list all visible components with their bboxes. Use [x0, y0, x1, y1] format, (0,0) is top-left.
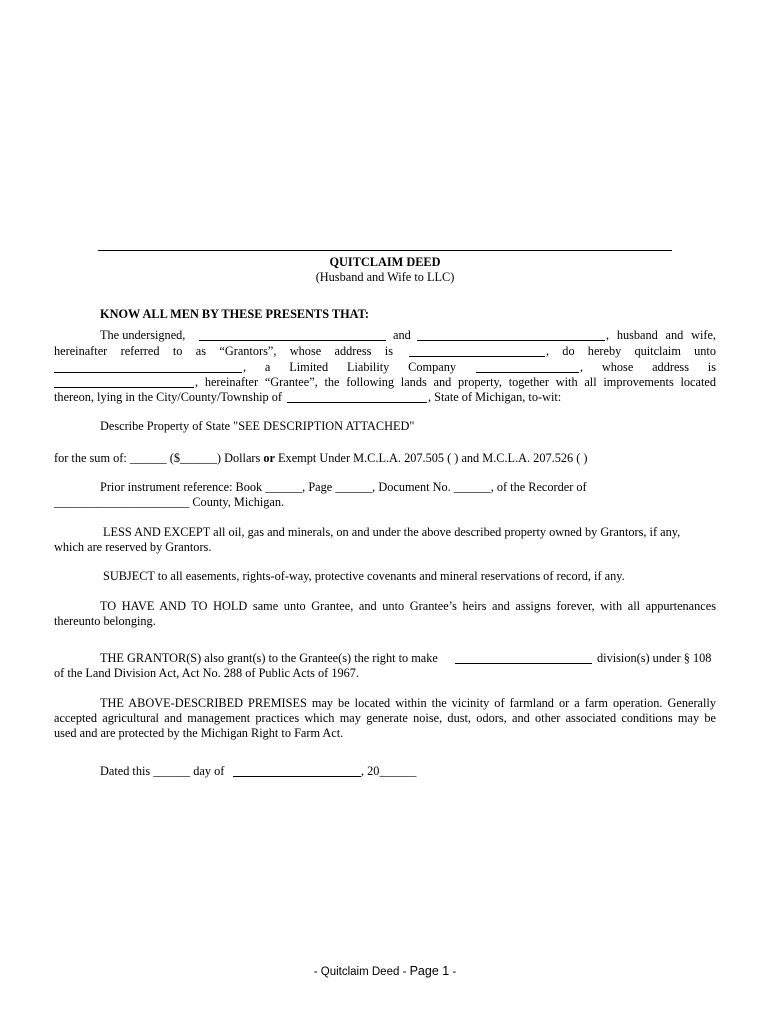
grantor2-name-field[interactable] — [417, 330, 605, 341]
para1-husband-wife: , husband and wife, — [606, 328, 716, 342]
para1-quitclaim-unto: , do hereby quitclaim unto — [546, 344, 716, 358]
subject-clause: SUBJECT to all easements, rights-of-way, protective covenants and mineral reservations of record, if any. — [103, 569, 625, 583]
consideration-line — [54, 451, 587, 466]
para1-line5-start: thereon, lying in the City/County/Township of — [54, 390, 282, 404]
para1-line4: , hereinafter “Grantee”, the following lands and property, together with all improvements located — [195, 375, 716, 389]
para1-state: , State of Michigan, to-wit: — [428, 390, 562, 404]
top-rule — [98, 250, 672, 251]
grantee-name-field[interactable] — [54, 362, 242, 373]
document-subtitle: (Husband and Wife to LLC) — [315, 270, 455, 284]
para1-whose-address: , whose address is — [580, 360, 716, 374]
dated-line-start: Dated this ______ day of — [100, 764, 225, 778]
grantors-address-field[interactable] — [409, 346, 545, 357]
grantee-address-field-1[interactable] — [476, 362, 579, 373]
habendum-line2: thereunto belonging. — [54, 614, 156, 628]
describe-property: Describe Property of State "SEE DESCRIPTION ATTACHED" — [100, 419, 415, 433]
exempt-text: Exempt Under M.C.L.A. 207.505 ( ) and M.C.L.A. 207.526 ( ) — [274, 451, 588, 465]
grantor-right-line1: THE GRANTOR(S) also grant(s) to the Grantee(s) the right to make — [100, 651, 438, 665]
habendum-line1: TO HAVE AND TO HOLD same unto Grantee, and unto Grantee’s heirs and assigns forever, with all appurtenances — [100, 599, 716, 613]
para1-line1-start — [100, 328, 185, 343]
premises-line3: used and are protected by the Michigan Right to Farm Act. — [54, 726, 344, 740]
footer-right: - — [449, 966, 457, 978]
grantee-address-field-2[interactable] — [54, 377, 194, 388]
prior-reference-line2: ______________________ County, Michigan. — [54, 495, 285, 509]
para1-and: and — [393, 328, 411, 342]
page-number: Page 1 — [409, 964, 450, 978]
premises-line1: THE ABOVE-DESCRIBED PREMISES may be located within the vicinity of farmland or a farm operation. Generally — [100, 696, 716, 710]
less-except-line1: LESS AND EXCEPT all oil, gas and minerals, on and under the above described property owned by Grantors, if any, — [103, 525, 681, 539]
divisions-field[interactable] — [455, 653, 592, 664]
para1-text: The undersigned, — [100, 328, 186, 342]
less-except-line2: which are reserved by Grantors. — [54, 540, 212, 554]
premises-line2: accepted agricultural and management practices which may generate noise, dust, odors, and other associated conditions may be — [54, 711, 716, 725]
sum-text: for the sum of: ______ ($______) Dollars — [54, 451, 264, 465]
para1-line2-start: hereinafter referred to as “Grantors”, whose address is — [54, 344, 393, 358]
grantor-right-division: division(s) under § 108 — [597, 651, 712, 665]
city-county-township-field[interactable] — [287, 392, 427, 403]
para1-llc: , a Limited Liability Company — [243, 360, 456, 374]
preamble-heading: KNOW ALL MEN BY THESE PRESENTS THAT: — [100, 307, 370, 321]
prior-reference-line1: Prior instrument reference: Book ______, Page ______, Document No. ______, of the Recorder of — [100, 480, 587, 494]
dated-year: , 20______ — [361, 764, 417, 778]
footer-left: - Quitclaim Deed - — [313, 966, 410, 978]
grantor-right-line2: of the Land Division Act, Act No. 288 of Public Acts of 1967. — [54, 666, 360, 680]
page-footer — [0, 964, 770, 978]
dated-month-field[interactable] — [233, 766, 361, 777]
sum-or: or — [263, 451, 275, 465]
document-title: QUITCLAIM DEED — [329, 255, 441, 269]
grantor1-name-field[interactable] — [199, 330, 386, 341]
